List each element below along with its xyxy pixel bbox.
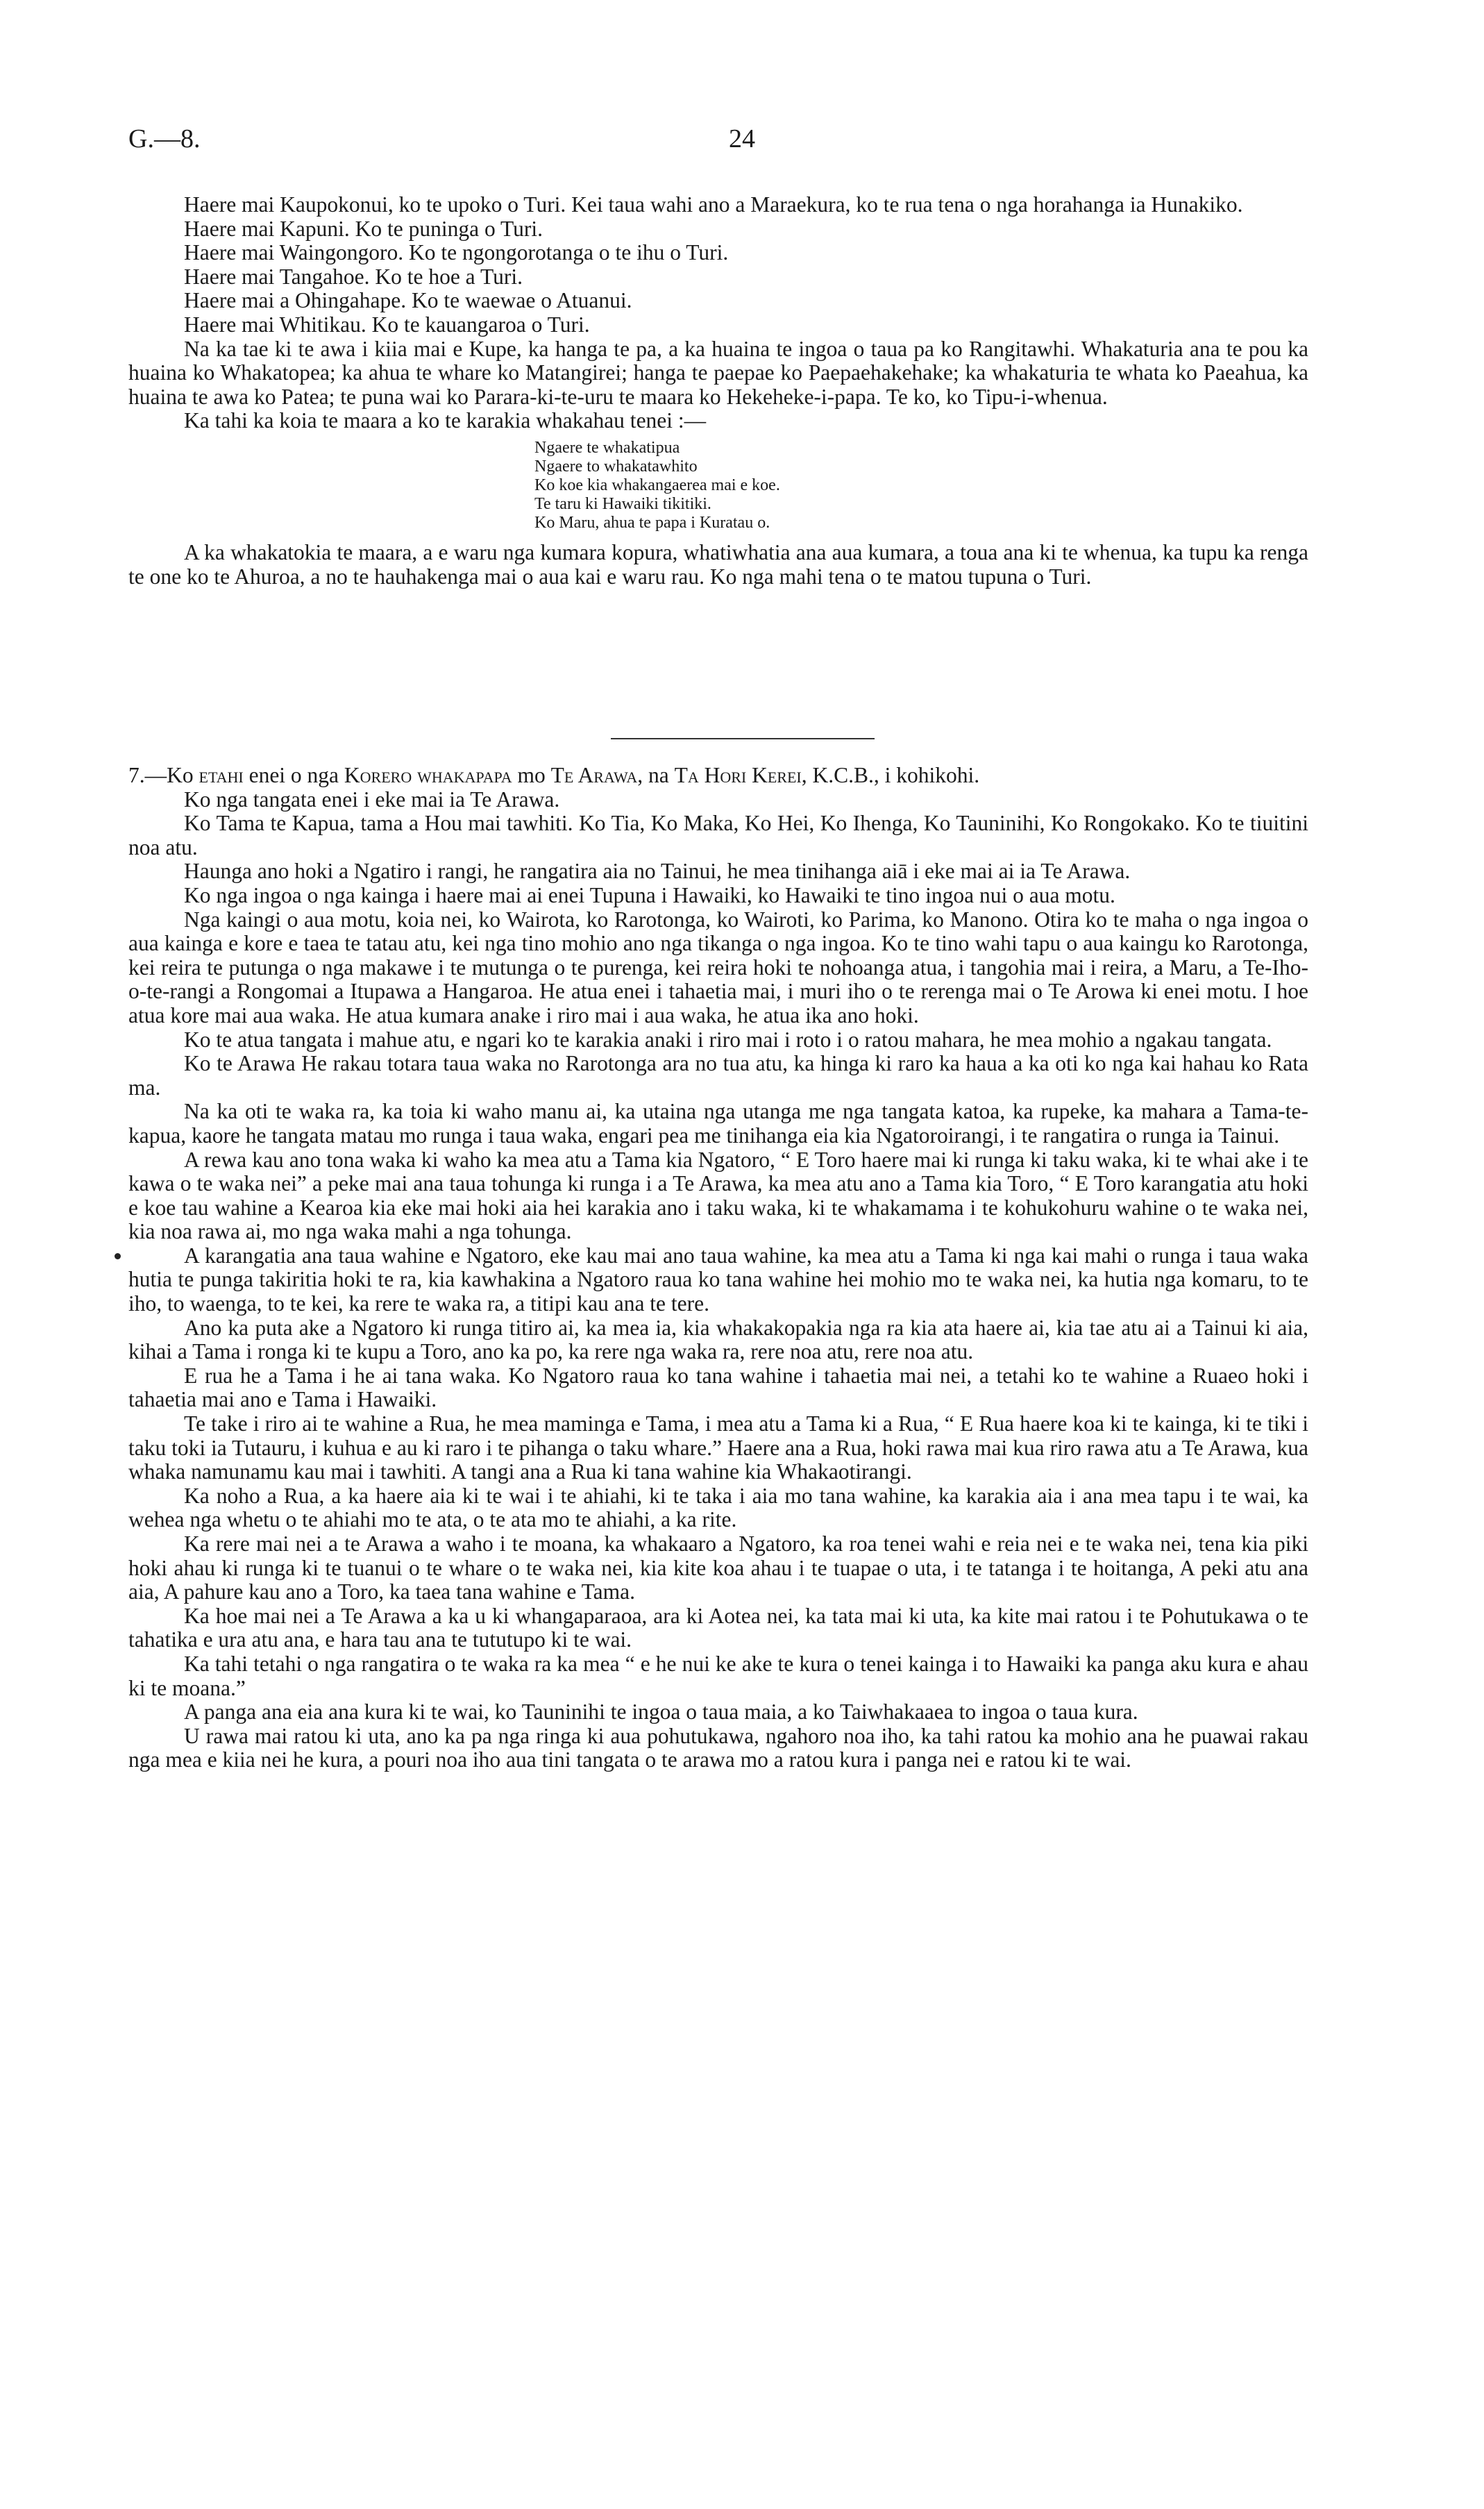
paragraph: Ko te atua tangata i mahue atu, e ngari ko te karakia anaki i riro mai i roto i o ratou mahara, he mea mohio a ngakau tangata. <box>184 1027 1272 1052</box>
paragraph: A rewa kau ano tona waka ki waho ka mea atu a Tama kia Ngatoro, “ E Toro haere mai ki runga ki taku waka, ki te whai ake i te kawa o te waka nei” a peke mai ana taua tohunga ki runga i a Te Arawa, ka mea atu ano a Tama kia Toro, “ E Toro karangatia atu hoki e koe tau wahine a Kearoa kia eke mai hoki aia hei karakia ano i taku waka, ki te whakamama i te kohukohuru wahine o te waka nei, kia noa rawa ai, mo nga waka mahi a nga tohunga. <box>128 1147 1308 1244</box>
paragraph: Haunga ano hoki a Ngatiro i rangi, he rangatira aia no Tainui, he mea tinihanga aiā i eke mai ai ia Te Arawa. <box>184 859 1131 884</box>
paragraph: Haere mai a Ohingahape. Ko te waewae o Atuanui. <box>184 288 632 313</box>
paragraph: Ka tahi tetahi o nga rangatira o te waka ra ka mea “ e he nui ke ake te kura o tenei kainga i to Hawaiki ka panga aku kura e ahau ki te moana.” <box>128 1651 1308 1700</box>
paragraph: Ko nga ingoa o nga kainga i haere mai ai enei Tupuna i Hawaiki, ko Hawaiki te tino ingoa nui o aua motu. <box>184 882 1115 907</box>
karakia-chant <box>534 439 1308 532</box>
paragraph: Haere mai Waingongoro. Ko te ngongorotanga o te ihu o Turi. <box>184 240 729 265</box>
document-reference: G.—8. <box>128 124 201 153</box>
paragraph: A panga ana eia ana kura ki te wai, ko Tauninihi te ingoa o taua maia, a ko Taiwhakaaea to ingoa o taua kura. <box>184 1700 1138 1725</box>
paragraph: Haere mai Whitikau. Ko te kauangaroa o Turi. <box>184 312 590 337</box>
chant-line: Te taru ki Hawaiki tikitiki. <box>534 494 711 513</box>
chant-line: Ko Maru, ahua te papa i Kuratau o. <box>534 513 770 532</box>
paragraph: A ka whakatokia te maara, a e waru nga kumara kopura, whatiwhatia ana aua kumara, a toua ana ki te whenua, ka tupu ka renga te one ko te Ahuroa, a no te hauhakenga mai o aua kai e waru rau. Ko nga mahi tena o te matou tupuna o Turi. <box>128 539 1308 589</box>
paragraph: Ka noho a Rua, a ka haere aia ki te wai i te ahiahi, ki te taka i aia mo tana wahine, ka karakia aia i ana mea tapu i te wai, ka wehea nga whetu o te ahiahi mo te ata, o te ata mo te ahiahi, a ka rite. <box>128 1483 1308 1532</box>
paragraph: Ka hoe mai nei a Te Arawa a ka u ki whangaparaoa, ara ki Aotea nei, ka tata mai ki uta, ka kite mai ratou i te Pohutukawa o te tahatika e ura atu ana, e hara tau ana te tututupo ki te wai. <box>128 1603 1308 1652</box>
paragraph: Ko te Arawa He rakau totara taua waka no Rarotonga ara no tua atu, ka hinga ki raro ka haua a ka oti ko nga kai hahau ko Rata ma. <box>128 1051 1308 1100</box>
paragraph: Ko nga tangata enei i eke mai ia Te Arawa. <box>184 787 560 812</box>
paragraph: Na ka oti te waka ra, ka toia ki waho manu ai, ka utaina nga utanga me nga tangata katoa, ka rupeke, ka mahara a Tama-te-kapua, kaore he tangata matau mo runga i taua waka, engari pea me tinihanga eia kia Ngatoroirangi, i te rangatira o runga ia Tainui. <box>128 1099 1308 1148</box>
paragraph: Te take i riro ai te wahine a Rua, he mea maminga e Tama, i mea atu a Tama ki a Rua, “ E Rua haere koa ki te kainga, ki te tiki i taku toki ia Tutauru, i kuhua e au ki raro i te pihanga o taku whare.” Haere ana a Rua, hoki rawa mai kua riro rawa atu a Te Arawa, kua whaka namunamu kau mai i tawhiti. A tangi ana a Rua ki tana wahine kia Whakaotirangi. <box>128 1411 1308 1484</box>
section-heading: 7.—Ko etahi enei o nga Korero whakapapa mo Te Arawa, na Ta Hori Kerei, K.C.B., i kohikohi. <box>128 763 980 787</box>
section-divider <box>611 738 875 739</box>
paragraph: Ko Tama te Kapua, tama a Hou mai tawhiti. Ko Tia, Ko Maka, Ko Hei, Ko Ihenga, Ko Tauninihi, Ko Rongokako. Ko te tiuitini noa atu. <box>128 811 1308 859</box>
chant-line: Ko koe kia whakangaerea mai e koe. <box>534 476 780 494</box>
paragraph: A karangatia ana taua wahine e Ngatoro, eke kau mai ano taua wahine, ka mea atu a Tama ki nga kai mahi o runga i taua waka hutia te punga takiritia hoki te ra, kia kawhakina a Ngatoro raua ko tana wahine hei mohio mo te waka nei, ka hutia nga komaru, to te iho, to waenga, to te kei, ka rere te waka ra, a titipi kau ana te tere. <box>128 1243 1308 1316</box>
paragraph: Haere mai Kaupokonui, ko te upoko o Turi. Kei taua wahi ano a Maraekura, ko te rua tena o nga horahanga ia Hunakiko. <box>184 192 1243 217</box>
paragraph: Ka rere mai nei a te Arawa a waho i te moana, ka whakaaro a Ngatoro, ka roa tenei wahi e reia nei e te waka nei, tena kia piki hoki ahau ki runga ki te tuanui o te whare o te waka nei, kia kite koa ahau i te tuapae o uta, i te tatanga i te hoitanga, A peki atu ana aia, A pahure kau ano a Toro, ka taea tana wahine e Tama. <box>128 1532 1308 1604</box>
section-turi <box>128 193 1308 589</box>
section-te-arawa <box>128 764 1308 1772</box>
paragraph: Haere mai Kapuni. Ko te puninga o Turi. <box>184 216 543 241</box>
chant-line: Ngaere to whakatawhito <box>534 457 698 476</box>
paragraph: Nga kaingi o aua motu, koia nei, ko Wairota, ko Rarotonga, ko Wairoti, ko Parima, ko Manono. Otira ko te maha o nga ingoa o aua kainga e kore e taea te tatau atu, kei nga tino mohio ano nga tikanga o nga ingoa. Ko te tino wahi tapu o aua kaingu ko Rarotonga, kei reira te putunga o nga makawe i te mutunga o te purenga, kei reira hoki te nohoanga atua, i tangohia mai i reira, a Maru, a Te-Iho-o-te-rangi a Rongomai a Itupawa a Hangaroa. He atua enei i tahaetia mai, i muri iho o te rerenga mai o Te Arowa ki enei motu. I hoe atua kore mai aua waka. He atua kumara anake i riro mai i aua waka, he atua ika ano hoki. <box>128 907 1308 1027</box>
paragraph: U rawa mai ratou ki uta, ano ka pa nga ringa ki aua pohutukawa, ngahoro noa iho, ka tahi ratou ka mohio ana he puawai rakau nga mea e kiia nei he kura, a pouri noa iho aua tini tangata o te arawa mo a ratou kura i panga nei e ratou ki te wai. <box>128 1723 1308 1772</box>
paragraph: Na ka tae ki te awa i kiia mai e Kupe, ka hanga te pa, a ka huaina te ingoa o taua pa ko Rangitawhi. Whakaturia ana te pou ka huaina ko Whakatopea; ka ahua te whare ko Matangirei; hanga te paepae ko Paepaehakehake; ka whakaturia te whata ko Paeahua, ka huaina te awa ko Patea; te puna wai ko Parara-ki-te-uru te maara ko Hekeheke-i-papa. Te ko, ko Tipu-i-whenua. <box>128 336 1308 409</box>
paragraph: Ano ka puta ake a Ngatoro ki runga titiro ai, ka mea ia, kia whakakopakia nga ra kia ata haere ai, kia tae atu ai a Tainui ki aia, kihai a Tama i ronga ki te kupu a Toro, ano ka po, ka rere nga waka ra, rere noa atu, rere noa atu. <box>128 1315 1308 1364</box>
page-header <box>128 124 1356 165</box>
page-number: 24 <box>729 124 755 153</box>
paragraph: E rua he a Tama i he ai tana waka. Ko Ngatoro raua ko tana wahine i tahaetia mai nei, a tetahi ko te wahine a Ruaeo hoki i tahaetia mai ano e Tama i Hawaiki. <box>128 1363 1308 1412</box>
paragraph: Haere mai Tangahoe. Ko te hoe a Turi. <box>184 264 523 289</box>
chant-line: Ngaere te whakatipua <box>534 438 680 457</box>
margin-mark <box>115 1253 121 1259</box>
paragraph: Ka tahi ka koia te maara a ko te karakia whakahau tenei :— <box>184 408 707 433</box>
